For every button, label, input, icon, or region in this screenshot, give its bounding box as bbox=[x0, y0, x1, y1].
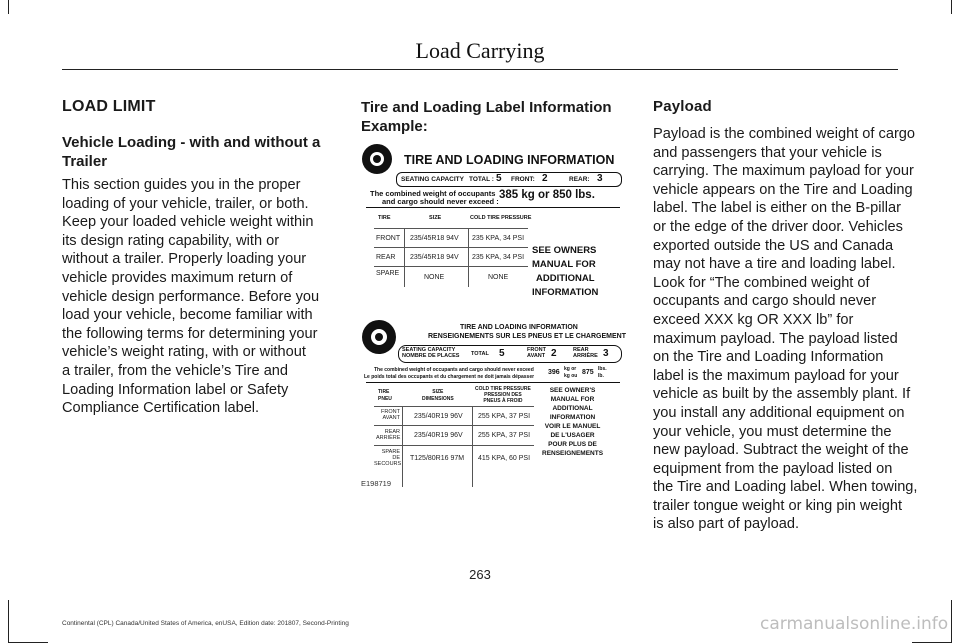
payload-heading: Payload bbox=[653, 98, 712, 115]
paragraph-line: carrying. The maximum payload for your bbox=[653, 163, 914, 180]
paragraph-line: loading of your vehicle, trailer, or both. bbox=[62, 195, 309, 212]
paragraph-line: occupants and cargo should never bbox=[653, 293, 877, 310]
row-rear-pressure: 235 KPA, 34 PSI bbox=[472, 254, 525, 261]
col-tire-header: TIRE PNEU bbox=[378, 389, 392, 402]
paragraph-line: Compliance Certification label. bbox=[62, 400, 260, 417]
label-1-title: TIRE AND LOADING INFORMATION bbox=[404, 153, 615, 167]
page-header-title: Load Carrying bbox=[415, 38, 545, 63]
lbs-label: lbs. lb. bbox=[598, 366, 607, 379]
label-1-divider bbox=[366, 207, 620, 208]
col-pressure-header: COLD TIRE PRESSURE bbox=[470, 215, 532, 221]
combined-weight-en: The combined weight of occupants and cargo should never exceed bbox=[374, 367, 534, 373]
front-label: FRONT: bbox=[511, 176, 535, 183]
combined-weight-line-2: and cargo should never exceed : bbox=[382, 197, 499, 206]
lbs-value: 875 bbox=[582, 369, 594, 376]
paragraph-line: This section guides you in the proper bbox=[62, 177, 301, 193]
paragraph-line: is also part of payload. bbox=[653, 516, 800, 533]
total-value: 5 bbox=[499, 348, 505, 359]
label-info-heading-line: Tire and Loading Label Information bbox=[361, 99, 612, 116]
paragraph-line: label. The label is either on the B-pillar bbox=[653, 200, 901, 217]
paragraph-line: exported outside the US and Canada bbox=[653, 237, 894, 254]
watermark: carmanualsonline.info bbox=[760, 614, 949, 634]
paragraph-line: vehicle provides maximum return of bbox=[62, 269, 293, 286]
paragraph-line: Payload is the combined weight of cargo bbox=[653, 126, 916, 142]
paragraph-line: a trailer, from the vehicle’s Tire and bbox=[62, 362, 289, 379]
row-spare-tire: SPARE bbox=[376, 270, 400, 277]
payload-paragraph bbox=[653, 125, 953, 534]
row-front-pressure: 235 KPA, 34 PSI bbox=[472, 235, 525, 242]
see-owners-manual bbox=[532, 244, 598, 300]
col-pressure-header: COLD TIRE PRESSURE PRESSION DES PNEUS À FROID bbox=[475, 386, 531, 404]
paragraph-line: or the edge of the driver door. Vehicles bbox=[653, 218, 903, 235]
label-info-heading bbox=[361, 98, 612, 136]
front-value: 2 bbox=[551, 348, 557, 359]
paragraph-line: your vehicle, you must determine the bbox=[653, 423, 892, 440]
kg-label: kg or kg ou bbox=[564, 366, 578, 379]
row-rear-size: 235/40R19 96V bbox=[414, 432, 463, 439]
paragraph-line: Keep your loaded vehicle weight within bbox=[62, 214, 314, 231]
crop-mark bbox=[951, 0, 952, 14]
front-value: 2 bbox=[542, 173, 548, 184]
crop-mark bbox=[8, 600, 9, 643]
paragraph-line: load your vehicle, become familiar with bbox=[62, 307, 313, 324]
paragraph-line: its design rating capability, with or bbox=[62, 232, 280, 249]
total-value: 5 bbox=[496, 173, 502, 184]
tire-loading-label-1 bbox=[360, 140, 622, 298]
paragraph-line: maximum payload. The payload listed bbox=[653, 330, 898, 347]
paragraph-line: vehicle as built by the assembly plant. If bbox=[653, 386, 911, 403]
see-owners-line: ADDITIONAL bbox=[536, 273, 595, 284]
paragraph-line: Look for “The combined weight of bbox=[653, 274, 870, 291]
row-spare-size: T125/80R16 97M bbox=[410, 455, 465, 462]
row-spare-pressure: 415 KPA, 60 PSI bbox=[478, 455, 531, 462]
row-rear-size: 235/45R18 94V bbox=[410, 254, 459, 261]
seating-capacity-box bbox=[396, 172, 622, 187]
label-2-title-fr: RENSEIGNEMENTS SUR LES PNEUS ET LE CHARGEMENT bbox=[428, 333, 626, 340]
combined-weight-line-1: The combined weight of occupants bbox=[370, 189, 496, 198]
tire-icon bbox=[362, 144, 392, 174]
tire-loading-label-2 bbox=[360, 318, 626, 488]
paragraph-line: vehicle design performance. Before you bbox=[62, 288, 320, 305]
paragraph-line: new payload. Subtract the weight of the bbox=[653, 442, 909, 459]
crop-mark bbox=[951, 600, 952, 643]
seating-capacity-box bbox=[398, 345, 622, 363]
seating-capacity-label: SEATING CAPACITY NOMBRE DE PLACES bbox=[402, 347, 460, 359]
combined-weight-fr: Le poids total des occupants et du chargement ne doit jamais dépasser bbox=[364, 374, 535, 380]
paragraph-line: without a trailer. Properly loading your bbox=[62, 251, 307, 268]
paragraph-line: vehicle appears on the Tire and Loading bbox=[653, 181, 913, 198]
total-label: TOTAL bbox=[471, 351, 489, 357]
row-front-tire: FRONT AVANT bbox=[381, 409, 400, 421]
paragraph-line: you install any additional equipment on bbox=[653, 404, 905, 421]
row-spare-pressure: NONE bbox=[488, 274, 509, 281]
paragraph-line: exceed XXX kg OR XXX lb” for bbox=[653, 311, 854, 328]
paragraph-line: the Tire and Loading label. When towing, bbox=[653, 479, 918, 496]
total-label: TOTAL : bbox=[469, 176, 494, 183]
figure-id: E198719 bbox=[361, 479, 392, 488]
col-tire-header: TIRE bbox=[378, 215, 391, 221]
rear-label: REAR: bbox=[569, 176, 590, 183]
rear-label: REAR ARRIÈRE bbox=[573, 347, 598, 359]
kg-value: 396 bbox=[548, 369, 560, 376]
col-size-header: SIZE DIMENSIONS bbox=[422, 389, 454, 402]
paragraph-line: Loading Information label or Safety bbox=[62, 381, 289, 398]
seating-capacity-label: SEATING CAPACITY bbox=[401, 176, 464, 183]
label-info-heading-line: Example: bbox=[361, 118, 428, 135]
row-rear-tire: REAR bbox=[376, 254, 396, 261]
label-2-table bbox=[374, 406, 534, 487]
paragraph-line: on the Tire and Loading Information bbox=[653, 349, 884, 366]
rear-value: 3 bbox=[603, 348, 609, 359]
rear-value: 3 bbox=[597, 173, 603, 184]
see-owners-line: INFORMATION bbox=[532, 287, 599, 298]
paragraph-line: equipment from the payload listed on bbox=[653, 460, 893, 477]
see-owners-line: MANUAL FOR bbox=[532, 259, 596, 270]
label-1-table bbox=[374, 228, 528, 287]
weight-value: 385 kg or 850 lbs. bbox=[499, 189, 595, 201]
paragraph-line: and passengers that your vehicle is bbox=[653, 144, 882, 161]
label-2-title-en: TIRE AND LOADING INFORMATION bbox=[460, 324, 578, 331]
see-owners-manual: SEE OWNER'S MANUAL FOR ADDITIONAL INFORMATION VOIR LE MANUEL DE L'USAGER POUR PLUS DE RENSEIGNEMENTS bbox=[542, 387, 604, 457]
paragraph-line: may not have a tire and loading label. bbox=[653, 256, 896, 273]
col-size-header: SIZE bbox=[429, 215, 442, 221]
edition-info: Continental (CPL) Canada/United States of America, enUSA, Edition date: 201807, Second-Printing bbox=[62, 620, 349, 627]
paragraph-line: the following terms for determining your bbox=[62, 325, 318, 342]
load-limit-heading: LOAD LIMIT bbox=[62, 98, 156, 115]
row-spare-size: NONE bbox=[424, 274, 445, 281]
front-label: FRONT AVANT bbox=[527, 347, 546, 359]
row-front-tire: FRONT bbox=[376, 235, 401, 242]
paragraph-line: label is the maximum payload for your bbox=[653, 367, 899, 384]
row-rear-tire: REAR ARRIÈRE bbox=[376, 429, 401, 441]
row-front-pressure: 255 KPA, 37 PSI bbox=[478, 413, 531, 420]
row-front-size: 235/45R18 94V bbox=[410, 235, 459, 242]
header-rule bbox=[62, 69, 898, 70]
vehicle-loading-paragraph bbox=[62, 176, 352, 418]
label-2-divider bbox=[366, 382, 620, 383]
crop-mark bbox=[8, 0, 9, 14]
paragraph-line: trailer tongue weight or king pin weight bbox=[653, 497, 903, 514]
row-front-size: 235/40R19 96V bbox=[414, 413, 463, 420]
page-number: 263 bbox=[469, 567, 491, 582]
vehicle-loading-subheading: Vehicle Loading - with and without a Trailer bbox=[62, 134, 321, 170]
row-spare-tire: SPARE DE SECOURS bbox=[374, 449, 402, 467]
tire-icon bbox=[362, 320, 396, 354]
row-rear-pressure: 255 KPA, 37 PSI bbox=[478, 432, 531, 439]
paragraph-line: vehicle’s weight rating, with or without bbox=[62, 344, 306, 361]
see-owners-line: SEE OWNERS bbox=[532, 245, 597, 256]
